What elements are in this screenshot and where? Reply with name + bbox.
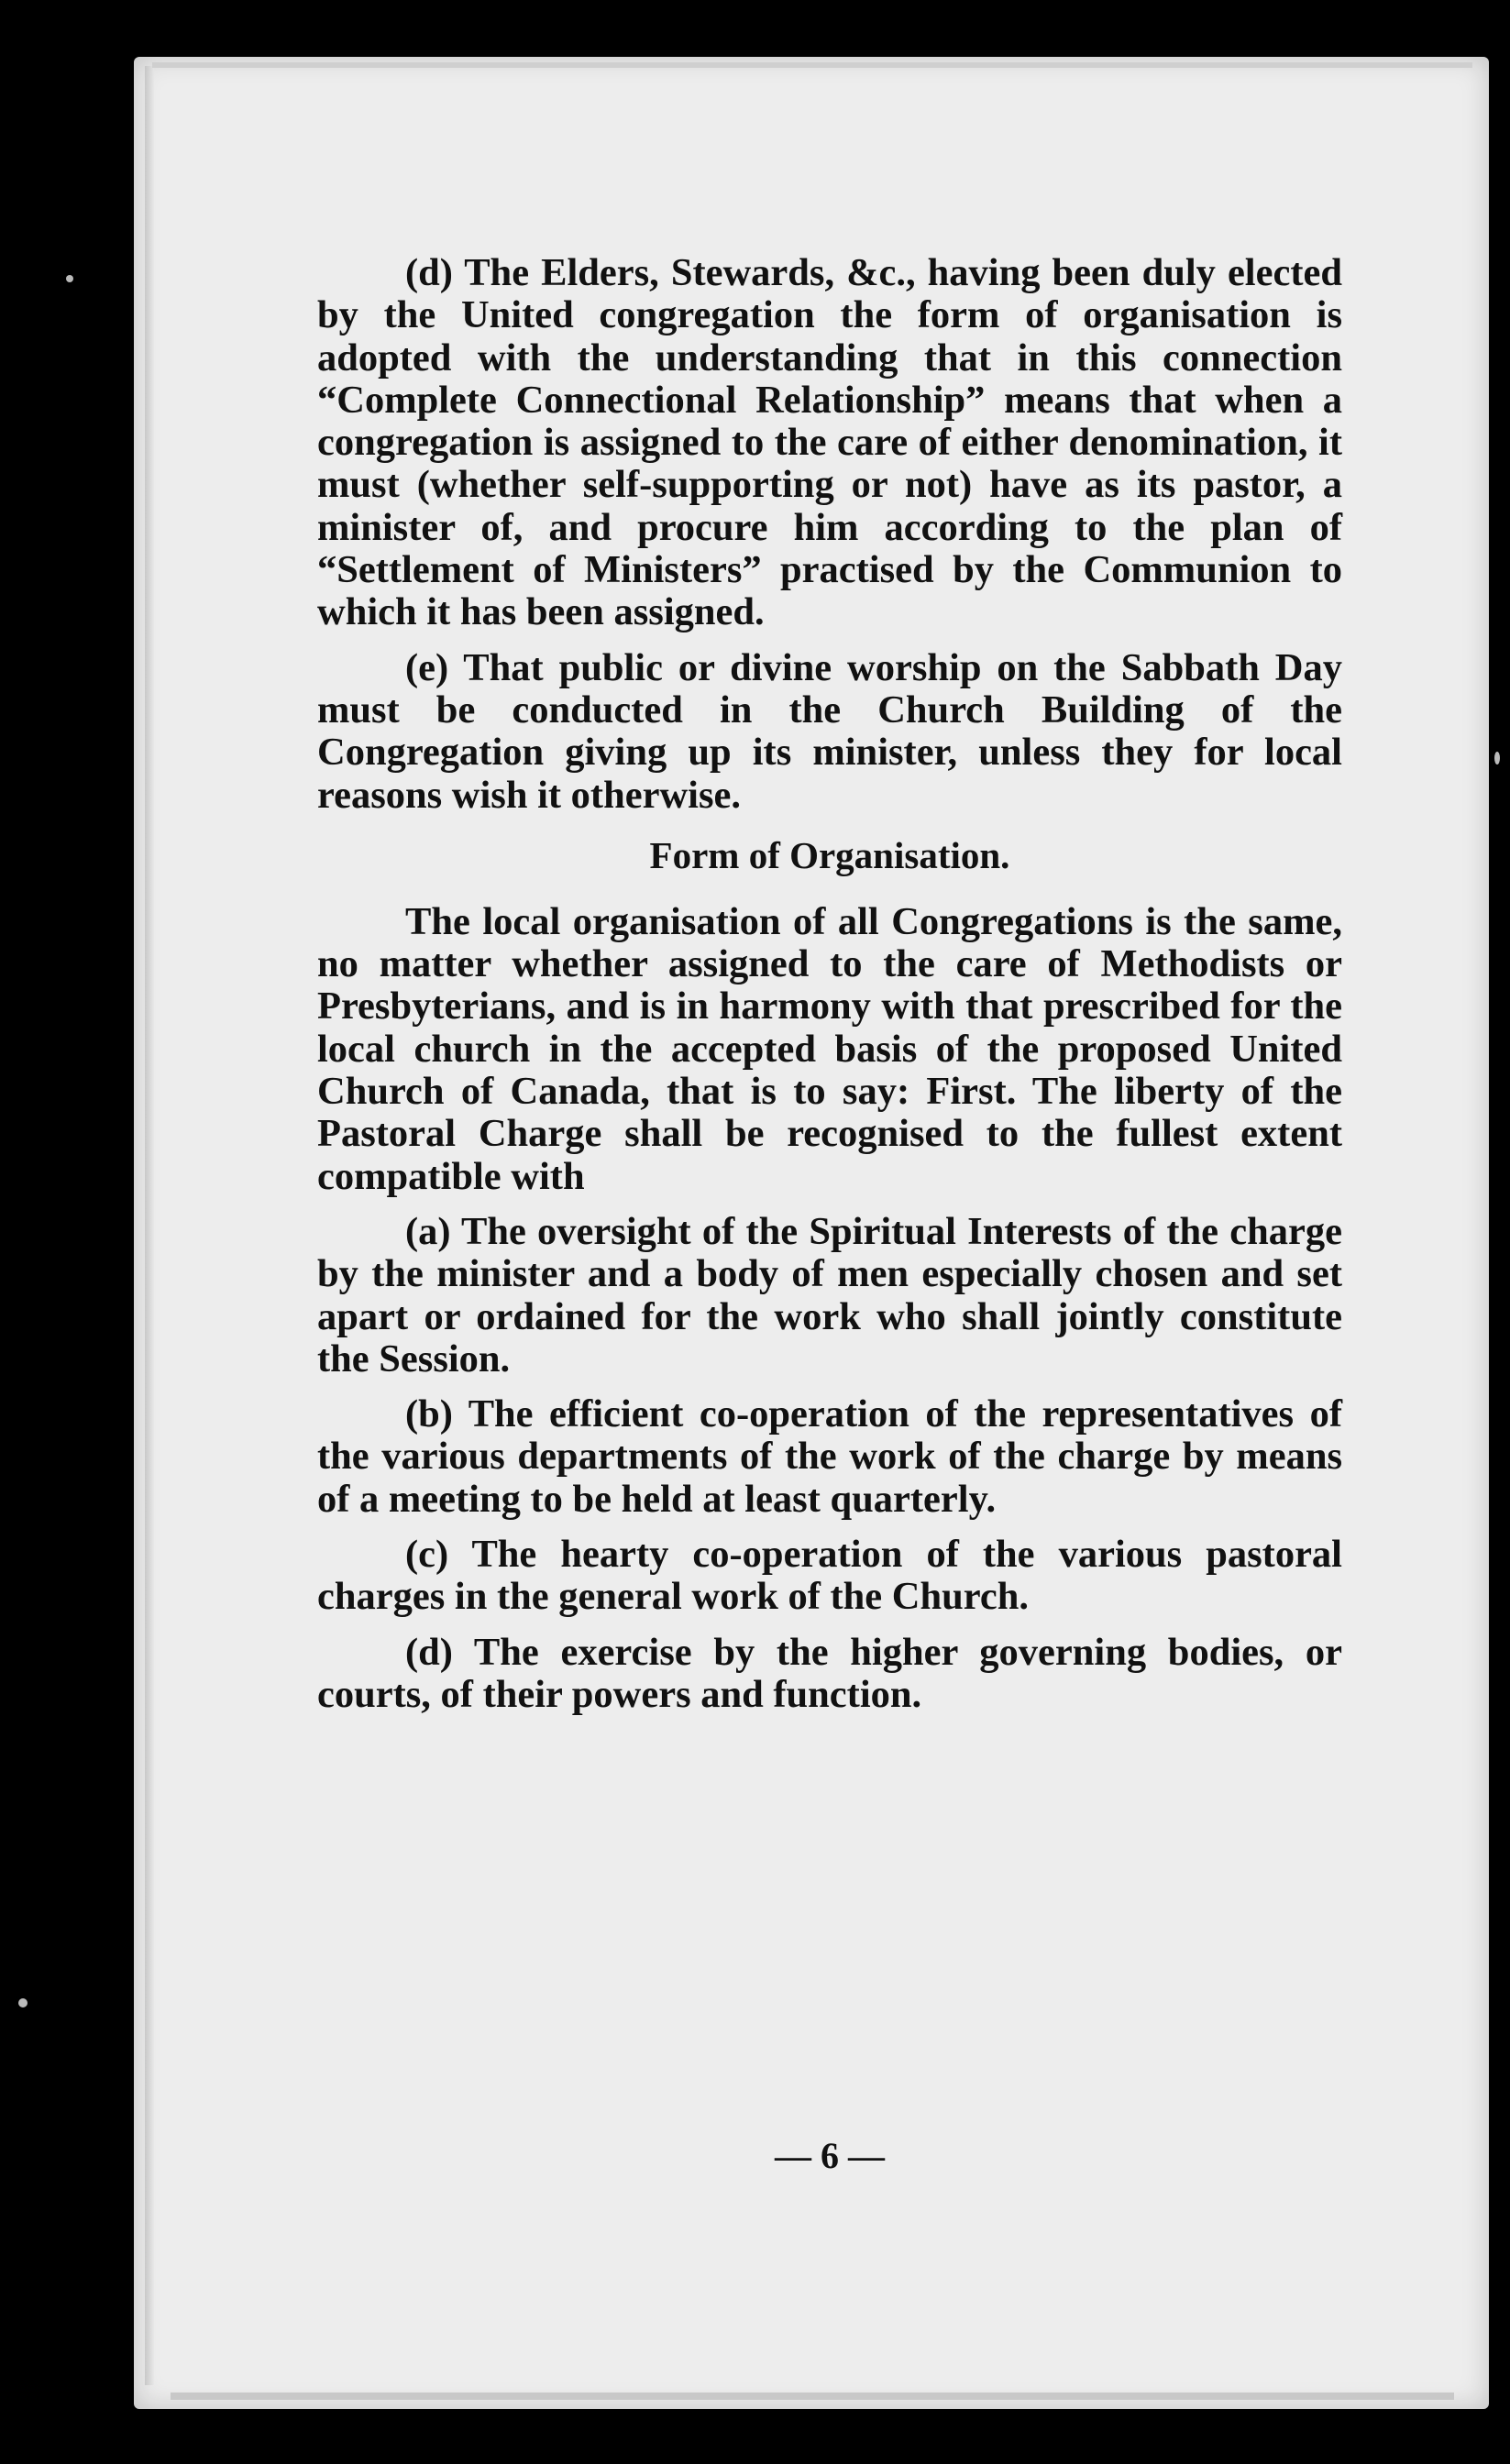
scan-speck (18, 1998, 28, 2008)
paragraph-governing-bodies: (d) The exercise by the higher governing bodies, or courts, of their powers and function. (317, 1630, 1342, 1716)
paragraph-local-organisation: The local organisation of all Congregations is the same, no matter whether assigned to the care of Methodists or Presbyterians, and is in harmony with that prescribed for the local church in the accepted basis of the proposed United Church of Canada, that is to say: First. The liberty of the Pastoral Charge shall be recognised to the fullest extent compatible with (317, 899, 1342, 1198)
page-edge-bottom (171, 2392, 1454, 2400)
paragraph-pastoral-charges: (c) The hearty co-operation of the various pastoral charges in the general work of the Church. (317, 1533, 1342, 1619)
scan-speck (66, 275, 73, 282)
paragraph-elders: (d) The Elders, Stewards, &c., having been duly elected by the United congregation the form of organisation is adopted with the understanding that in this connection “Complete Connectional Relationship” means that when a congregation is assigned to the care of either denomination, it must (whether self-supporting or not) have as its pastor, a minister of, and procure him according to the plan of “Settlement of Ministers” practised by the Communion to which it has been assigned. (317, 251, 1342, 634)
page-number: — 6 — (775, 2135, 885, 2176)
paragraph-oversight: (a) The oversight of the Spiritual Interests of the charge by the minister and a body of men especially chosen and set apart or ordained for the work who shall jointly constitute the Session. (317, 1209, 1342, 1380)
paragraph-worship: (e) That public or divine worship on the Sabbath Day must be conducted in the Church Building of the Congregation giving up its minister, unless they for local reasons wish it otherwise. (317, 645, 1342, 817)
section-heading: Form of Organisation. (649, 833, 1010, 876)
page-edge-top (152, 62, 1472, 68)
scan-speck (1494, 752, 1500, 764)
paragraph-cooperation: (b) The efficient co-operation of the representatives of the various departments of the work of the charge by means of a meeting to be held at least quarterly. (317, 1392, 1342, 1521)
page-text (317, 252, 1342, 1716)
